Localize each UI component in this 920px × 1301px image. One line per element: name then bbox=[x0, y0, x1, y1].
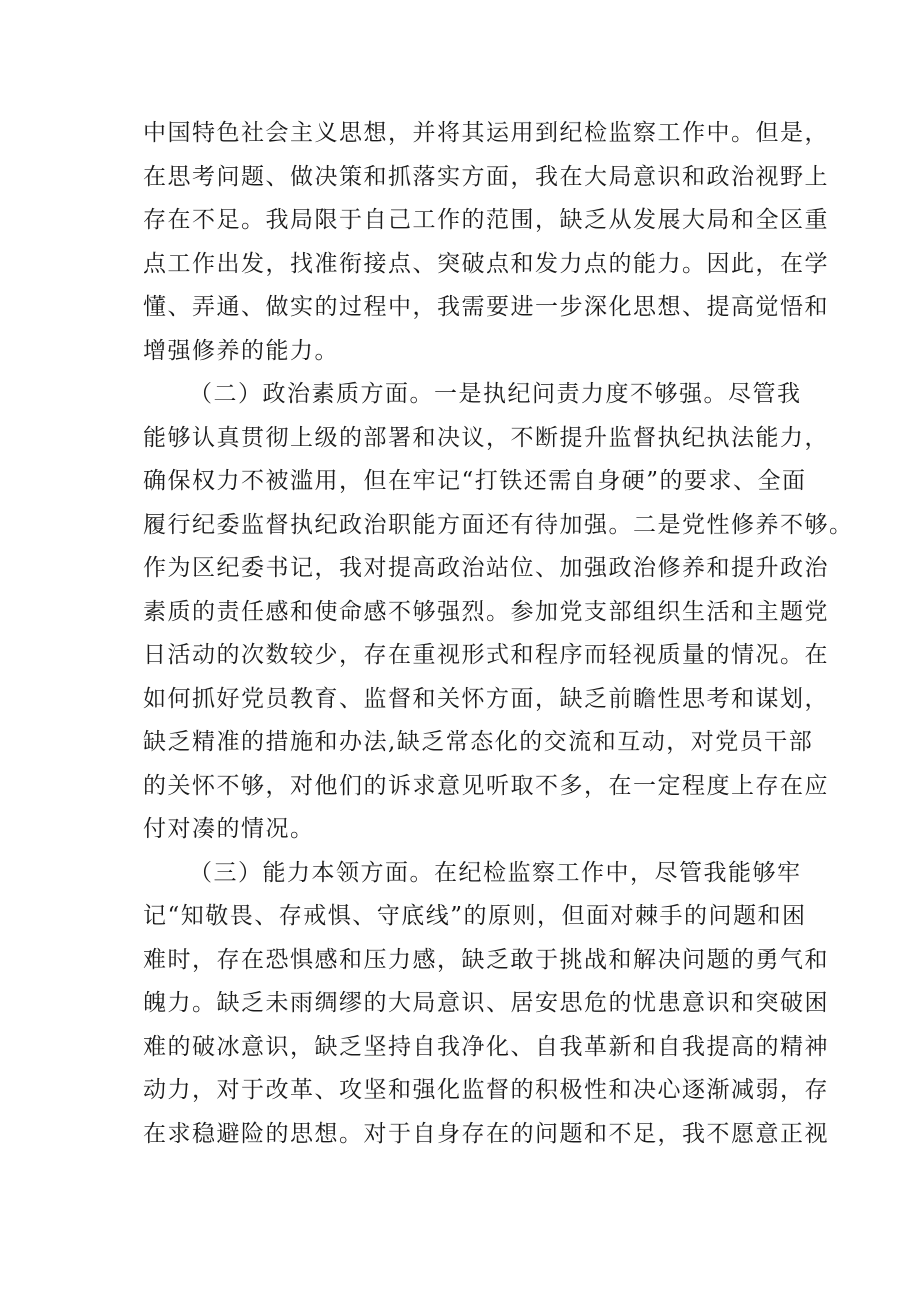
paragraph-para-3-ability bbox=[143, 852, 829, 1157]
text-line: 确保权力不被滥用，但在牢记“打铁还需自身硬”的要求、全面 bbox=[143, 468, 807, 494]
text-line: 的关怀不够，对他们的诉求意见听取不多，在一定程度上存在应 bbox=[143, 772, 829, 799]
text-line: 点工作出发，找准衔接点、突破点和发力点的能力。因此，在学 bbox=[143, 250, 829, 277]
paragraph-para-1-continued bbox=[143, 112, 829, 373]
text-line: 动力，对于改革、攻坚和强化监督的积极性和决心逐渐减弱，存 bbox=[143, 1077, 829, 1103]
text-line: 难时，存在恐惧感和压力感，缺乏敢于挑战和解决问题的勇气和 bbox=[143, 946, 829, 973]
paragraph-para-2-political-quality bbox=[143, 373, 854, 852]
text-line: 作为区纪委书记，我对提高政治站位、加强政治修养和提升政治 bbox=[143, 555, 829, 581]
text-line: 魄力。缺乏未雨绸缪的大局意识、居安思危的忧患意识和突破困 bbox=[143, 990, 829, 1016]
text-line: 在思考问题、做决策和抓落实方面，我在大局意识和政治视野上 bbox=[143, 163, 829, 190]
text-line: 能够认真贯彻上级的部署和决议，不断提升监督执纪执法能力， bbox=[143, 424, 829, 451]
text-line: 记“知敬畏、存戒惧、守底线”的原则，但面对棘手的问题和困 bbox=[143, 903, 807, 929]
text-line: 中国特色社会主义思想，并将其运用到纪检监察工作中。但是， bbox=[143, 120, 829, 146]
text-line: 难的破冰意识，缺乏坚持自我净化、自我革新和自我提高的精神 bbox=[143, 1033, 829, 1060]
text-line: 在求稳避险的思想。对于自身存在的问题和不足，我不愿意正视 bbox=[143, 1120, 829, 1147]
document-body bbox=[143, 112, 854, 1156]
text-line: 素质的责任感和使命感不够强烈。参加党支部组织生活和主题党 bbox=[143, 598, 829, 625]
text-line: 如何抓好党员教育、监督和关怀方面，缺乏前瞻性思考和谋划， bbox=[143, 685, 829, 712]
text-line: （二）政治素质方面。一是执纪问责力度不够强。尽管我 bbox=[189, 381, 802, 407]
text-line: 增强修养的能力。 bbox=[143, 337, 339, 364]
text-line: 履行纪委监督执纪政治职能方面还有待加强。二是党性修养不够。 bbox=[143, 511, 854, 538]
text-line: 缺乏精准的措施和办法,缺乏常态化的交流和互动，对党员干部 bbox=[143, 729, 814, 755]
paragraph bbox=[143, 112, 854, 1156]
text-line: 付对凑的情况。 bbox=[143, 816, 315, 842]
text-line: （三）能力本领方面。在纪检监察工作中，尽管我能够牢 bbox=[189, 859, 802, 886]
text-line: 懂、弄通、做实的过程中，我需要进一步深化思想、提高觉悟和 bbox=[143, 294, 829, 320]
text-line: 存在不足。我局限于自己工作的范围，缺乏从发展大局和全区重 bbox=[143, 207, 829, 233]
text-line: 日活动的次数较少，存在重视形式和程序而轻视质量的情况。在 bbox=[143, 642, 829, 668]
